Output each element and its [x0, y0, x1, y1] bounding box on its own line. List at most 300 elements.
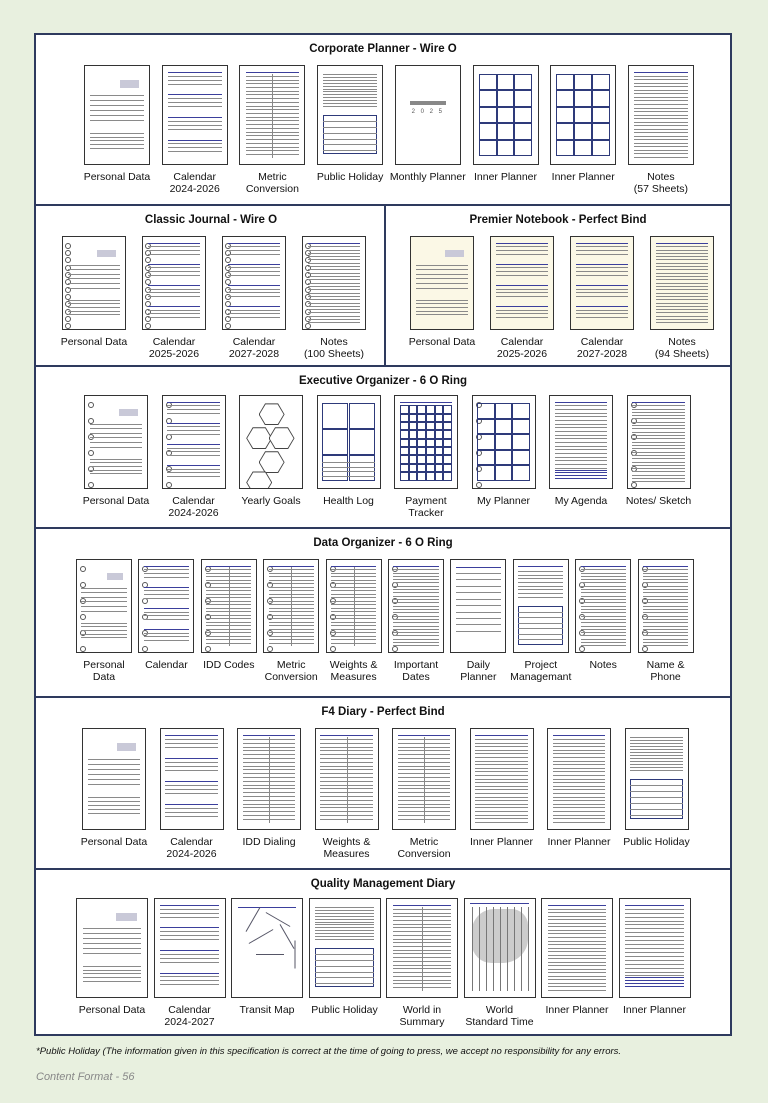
rule-line [625, 964, 684, 965]
rule-line [656, 303, 708, 304]
rule-line [83, 933, 142, 934]
rule-line [643, 612, 688, 613]
grid-cell [592, 90, 610, 106]
rule-line [315, 983, 374, 984]
grid-cell [435, 405, 444, 413]
rule-line [83, 928, 142, 929]
rule-line [553, 793, 605, 794]
page-caption: Inner Planner [545, 1004, 609, 1016]
rule-line [634, 125, 688, 126]
rule-line [315, 977, 374, 978]
rule-line [625, 909, 684, 910]
rule-line [308, 263, 360, 264]
grid-cell [443, 447, 452, 455]
rule-line [518, 612, 563, 613]
rule-line [548, 941, 607, 942]
month-header [148, 264, 200, 265]
rule-line [308, 299, 360, 300]
content-page-item [315, 728, 379, 866]
rule-line [81, 623, 126, 624]
rule-line [634, 83, 688, 84]
rule-line [168, 151, 222, 152]
table-header [206, 566, 251, 567]
rule-line [475, 768, 527, 769]
rule-line [643, 639, 688, 640]
rule-line [496, 313, 548, 314]
rule-line [167, 448, 219, 449]
transit-line [256, 954, 284, 955]
rule-line [315, 916, 374, 917]
rule-line [643, 626, 688, 627]
rule-line [632, 435, 684, 436]
rule-line [160, 962, 219, 963]
rule-line [475, 811, 527, 812]
rule-line [518, 582, 563, 583]
rule-line [576, 246, 628, 247]
grid-cell [426, 455, 435, 463]
page-caption: Public Holiday [316, 171, 384, 183]
rule-line [68, 311, 120, 312]
rule-line [555, 402, 607, 403]
rule-line [88, 797, 140, 798]
rule-line [470, 903, 529, 904]
table-header [269, 566, 314, 567]
binding-hole [330, 646, 336, 652]
rule-line [643, 632, 688, 633]
rule-line [160, 913, 219, 914]
month-header [576, 264, 628, 265]
page-thumbnail [162, 395, 226, 489]
month-header [167, 444, 219, 445]
rule-line [555, 405, 607, 406]
time-zone-line [528, 907, 529, 991]
content-page-item [389, 65, 466, 199]
notes-header [393, 566, 438, 567]
grid-cell [400, 405, 409, 413]
rule-line [168, 121, 222, 122]
grid-cell [435, 430, 444, 438]
rule-line [81, 626, 126, 627]
rule-line [416, 307, 468, 308]
content-page-item [619, 898, 691, 1032]
year-label: 2 0 2 5 [411, 109, 444, 116]
rule-line [555, 427, 607, 428]
grid-cell [400, 464, 409, 472]
rule-line [634, 122, 688, 123]
binding-hole [267, 646, 273, 652]
rule-line [581, 639, 626, 640]
rule-line [581, 576, 626, 577]
grid-cell [409, 405, 418, 413]
column-divider [354, 567, 355, 646]
rule-line [475, 771, 527, 772]
page-caption: Metric Conversion [245, 171, 299, 195]
rule-line [553, 768, 605, 769]
rule-line [630, 737, 682, 738]
time-zone-line [472, 907, 473, 991]
section-title: Classic Journal - Wire O [144, 214, 278, 226]
rule-line [456, 586, 501, 587]
rule-line [581, 596, 626, 597]
time-zone-line [507, 907, 508, 991]
binding-hole [88, 450, 94, 456]
rule-line [553, 775, 605, 776]
content-frame [34, 33, 732, 1036]
grid-cell [592, 107, 610, 123]
content-page-item [142, 236, 206, 362]
page-thumbnail [154, 898, 226, 998]
rule-line [548, 976, 607, 977]
rule-line [90, 144, 144, 145]
page-thumbnail [549, 395, 613, 489]
content-page-item [490, 236, 554, 362]
column-divider [347, 737, 348, 823]
rule-line [308, 266, 360, 267]
content-page-item [550, 65, 616, 199]
section-0 [36, 35, 730, 206]
page-thumbnail [570, 236, 634, 330]
rule-line [90, 437, 142, 438]
page-caption: Inner Planner [547, 836, 611, 848]
rule-line [308, 289, 360, 290]
rule-line [148, 317, 200, 318]
month-header [228, 243, 280, 244]
grid-cell [497, 123, 515, 139]
rule-line [548, 986, 607, 987]
grid-cell [495, 403, 512, 418]
rule-line [68, 265, 120, 266]
rule-line [393, 635, 438, 636]
rule-line [634, 136, 688, 137]
binding-hole [166, 482, 172, 488]
grid-cell [409, 422, 418, 430]
page-caption: Monthly Planner [389, 171, 466, 183]
grid-cell [477, 434, 494, 449]
rule-line [656, 316, 708, 317]
month-header [160, 973, 219, 974]
rule-line [581, 582, 626, 583]
rule-line [475, 739, 527, 740]
rule-line [456, 573, 501, 574]
rule-line [576, 254, 628, 255]
page-caption: IDD Dialing [242, 836, 296, 848]
rule-line [323, 94, 377, 95]
content-page-item [317, 65, 383, 199]
rule-line [643, 606, 688, 607]
rule-line [315, 910, 374, 911]
rule-line [323, 150, 377, 151]
rule-line [632, 452, 684, 453]
rule-line [315, 913, 374, 914]
grid-cell [435, 447, 444, 455]
page-caption: Metric Conversion [264, 659, 318, 683]
rule-line [83, 938, 142, 939]
rule-line [496, 254, 548, 255]
page-thumbnail [201, 559, 257, 653]
rule-line [656, 246, 708, 247]
rule-line [393, 606, 438, 607]
rule-line [581, 573, 626, 574]
page-caption: Public Holiday [623, 836, 690, 848]
rule-line [634, 93, 688, 94]
rule-line [393, 626, 438, 627]
rule-line [581, 609, 626, 610]
rule-line [548, 933, 607, 934]
grid-cell [556, 140, 574, 156]
binding-hole [642, 646, 648, 652]
rule-line [643, 589, 688, 590]
header-block [97, 250, 116, 257]
rule-line [68, 278, 120, 279]
rule-line [656, 293, 708, 294]
rule-line [308, 269, 360, 270]
rule-line [315, 924, 374, 925]
rule-line [555, 409, 607, 410]
transit-line [249, 929, 274, 944]
rule-line [581, 612, 626, 613]
rule-line [168, 106, 222, 107]
rule-line [581, 602, 626, 603]
page-thumbnail [470, 728, 534, 830]
binding-hole [80, 566, 86, 572]
rule-line [548, 919, 607, 920]
page-thumbnail [388, 559, 444, 653]
page-caption: Personal Data [408, 336, 476, 348]
binding-hole [142, 598, 148, 604]
rule-line [632, 458, 684, 459]
page-thumbnail [62, 236, 126, 330]
rule-line [643, 619, 688, 620]
rule-line [548, 958, 607, 959]
rule-line [416, 283, 468, 284]
rule-line [548, 979, 607, 980]
rule-line [323, 127, 377, 128]
month-header [160, 905, 219, 906]
rule-line [416, 265, 468, 266]
rule-line [576, 267, 628, 268]
grid-cell [443, 405, 452, 413]
rule-line [393, 622, 438, 623]
rule-line [81, 637, 126, 638]
rule-line [581, 642, 626, 643]
agenda-highlight [625, 983, 684, 984]
content-page-item [160, 728, 224, 866]
rule-line [475, 764, 527, 765]
grid-cell [497, 74, 515, 90]
content-page-item [410, 236, 474, 362]
grid-cell [592, 140, 610, 156]
rule-line [68, 274, 120, 275]
time-zone-line [493, 907, 494, 991]
rule-line [165, 816, 217, 817]
rule-line [548, 944, 607, 945]
rule-line [144, 640, 189, 641]
rule-line [393, 569, 438, 570]
rule-line [81, 634, 126, 635]
rule-line [634, 115, 688, 116]
grid-cell [435, 464, 444, 472]
rule-line [548, 962, 607, 963]
grid-cell [426, 464, 435, 472]
rule-line [634, 108, 688, 109]
rule-line [393, 592, 438, 593]
footnote: *Public Holiday (The information given in this specification is correct at the time of going to press, we accept no responsibility for any errors. [36, 1046, 622, 1057]
rule-line [165, 808, 217, 809]
rule-line [393, 642, 438, 643]
rule-line [322, 471, 374, 472]
rule-line [315, 933, 374, 934]
rule-line [643, 599, 688, 600]
rule-line [315, 919, 374, 920]
content-page-item [392, 728, 456, 866]
rule-line [555, 438, 607, 439]
binding-hole [65, 250, 71, 256]
page-thumbnail [309, 898, 381, 998]
rule-line [625, 917, 684, 918]
rule-line [553, 746, 605, 747]
page-thumbnail [625, 728, 689, 830]
rule-line [548, 972, 607, 973]
page-caption: Project Managemant [510, 659, 572, 683]
table-header [243, 735, 295, 736]
page-thumbnail [239, 65, 305, 165]
grid-cell [497, 140, 515, 156]
page-caption: My Planner [476, 495, 531, 507]
rule-line [81, 592, 126, 593]
rule-line [496, 275, 548, 276]
rule-line [656, 253, 708, 254]
rule-line [68, 269, 120, 270]
rule-line [643, 569, 688, 570]
rule-line [456, 579, 501, 580]
month-header [228, 306, 280, 307]
page-caption: Inner Planner [473, 171, 538, 183]
month-header [168, 117, 222, 118]
rule-line [144, 590, 189, 591]
rule-line [656, 306, 708, 307]
rule-line [630, 761, 682, 762]
grid-cell [409, 430, 418, 438]
page-label: Content Format - 56 [36, 1071, 135, 1083]
grid-cell [417, 472, 426, 480]
rule-line [144, 636, 189, 637]
rule-line [228, 289, 280, 290]
section-title: Corporate Planner - Wire O [309, 43, 457, 55]
rule-line [456, 618, 501, 619]
section-title: Data Organizer - 6 O Ring [313, 537, 453, 549]
rule-line [323, 91, 377, 92]
hexagon-shape [246, 471, 272, 489]
grid-cell [556, 90, 574, 106]
grid-cell [479, 140, 497, 156]
rule-line [475, 775, 527, 776]
rule-line [308, 296, 360, 297]
rule-line [553, 743, 605, 744]
rule-line [456, 599, 501, 600]
rule-line [323, 133, 377, 134]
binding-hole [392, 646, 398, 652]
page-thumbnail [450, 559, 506, 653]
page-thumbnail [627, 395, 691, 489]
rule-line [393, 639, 438, 640]
month-header [576, 243, 628, 244]
rule-line [90, 470, 142, 471]
grid-cell [592, 74, 610, 90]
page-caption: My Agenda [554, 495, 608, 507]
rule-line [393, 579, 438, 580]
binding-hole [65, 243, 71, 249]
rule-line [475, 753, 527, 754]
month-header [144, 587, 189, 588]
rule-line [68, 314, 120, 315]
rule-line [632, 471, 684, 472]
page-caption: Health Log [323, 495, 374, 507]
rule-line [144, 577, 189, 578]
rule-line [323, 97, 377, 98]
grid-cell [574, 140, 592, 156]
rule-line [308, 276, 360, 277]
table-header [246, 72, 300, 73]
rule-line [548, 983, 607, 984]
section-title: Executive Organizer - 6 O Ring [298, 375, 468, 387]
rule-line [634, 79, 688, 80]
rule-line [83, 981, 142, 982]
section-title: F4 Diary - Perfect Bind [321, 706, 445, 718]
rule-line [656, 269, 708, 270]
rule-line [475, 782, 527, 783]
month-header [144, 629, 189, 630]
page-caption: Notes [589, 659, 617, 671]
month-header [165, 735, 217, 736]
rule-line [475, 815, 527, 816]
page-caption: Transit Map [239, 1004, 295, 1016]
rule-line [308, 319, 360, 320]
page-caption: World in Summary [399, 1004, 445, 1028]
page-thumbnail [162, 65, 228, 165]
page-thumbnail [82, 728, 146, 830]
rule-line [548, 926, 607, 927]
rule-line [643, 609, 688, 610]
rule-line [160, 958, 219, 959]
rule-line [160, 954, 219, 955]
rule-line [555, 435, 607, 436]
rule-line [630, 758, 682, 759]
rule-line [165, 793, 217, 794]
rule-line [656, 296, 708, 297]
rule-line [548, 955, 607, 956]
rule-line [553, 750, 605, 751]
rule-line [634, 76, 688, 77]
rule-line [632, 415, 684, 416]
rule-line [308, 316, 360, 317]
rule-line [315, 922, 374, 923]
grid-cell [443, 430, 452, 438]
agenda-highlight [555, 470, 607, 471]
binding-hole [65, 323, 71, 329]
grid-cell [417, 455, 426, 463]
notes-header [632, 402, 684, 403]
grid-cell [592, 123, 610, 139]
rule-line [165, 766, 217, 767]
rule-line [632, 448, 684, 449]
rule-line [518, 575, 563, 576]
rule-line [144, 633, 189, 634]
column-divider [422, 907, 423, 991]
rule-line [555, 420, 607, 421]
rule-line [167, 426, 219, 427]
rule-line [393, 602, 438, 603]
rule-line [553, 786, 605, 787]
